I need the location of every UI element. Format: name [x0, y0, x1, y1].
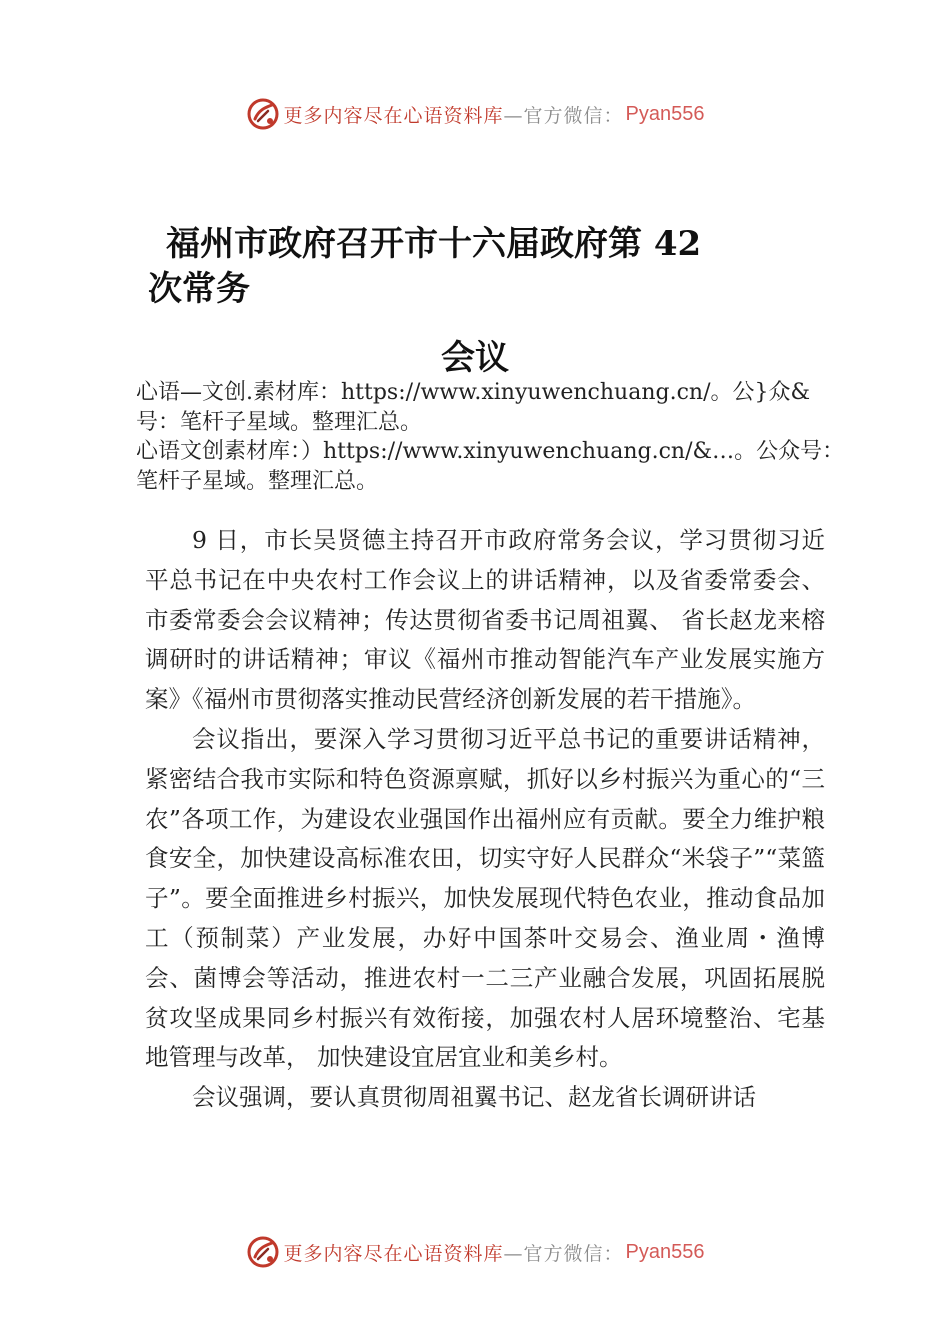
banner-text: 更多内容尽在心语资料库—官方微信：: [283, 1242, 624, 1265]
banner-handle: Pyan556: [625, 102, 705, 125]
header-banner: [0, 94, 950, 134]
title-line-1: 福州市政府召开市十六届政府第 42: [166, 224, 702, 264]
document-title: [148, 222, 708, 312]
footer-banner: [0, 1232, 950, 1272]
paragraph: 会议强调，要认真贯彻周祖翼书记、赵龙省长调研讲话: [192, 1083, 756, 1112]
document-subtitle: 会议: [441, 338, 509, 378]
paragraph: 会议指出，要深入学习贯彻习近平总书记的重要讲话精神，紧密结合我市实际和特色资源禀赋，抓好以乡村振兴为重心的“三农”各项工作，为建设农业强国作出福州应有贡献。要全力维护粮食安全，加快建设高标准农田，切实守好人民群众“米袋子”“菜篮子”。要全面推进乡村振兴，加快发展现代特色农业，推动食品加工（预制菜）产业发展，办好中国茶叶交易会、渔业周・渔博会、菌博会等活动，推进农村一二三产业融合发展，巩固拓展脱贫攻坚成果同乡村振兴有效衔接，加强农村人居环境整治、宅基地管理与改革， 加快建设宜居宜业和美乡村。: [145, 724, 825, 1072]
banner-text: 更多内容尽在心语资料库—官方微信：: [283, 104, 624, 127]
article-body: [145, 521, 825, 1118]
brand-logo-icon: [246, 1235, 280, 1269]
source-note: 心语文创素材库：）https://www.xinyuwenchuang.cn/&…。公众号：笔杆子星域。整理汇总。: [136, 439, 845, 494]
title-line-2: 次常务: [148, 269, 250, 309]
source-note: 心语—文创.素材库：https://www.xinyuwenchuang.cn/。公}众&号：笔杆子星域。整理汇总。: [136, 380, 811, 435]
paragraph: 9 日，市长吴贤德主持召开市政府常务会议，学习贯彻习近平总书记在中央农村工作会议上的讲话精神，以及省委常委会、市委常委会会议精神；传达贯彻省委书记周祖翼、 省长赵龙来榕调研时的讲话精神；审议《福州市推动智能汽车产业发展实施方案》《福州市贯彻落实推动民营经济创新发展的若干措施》。: [145, 526, 825, 714]
brand-logo-icon: [246, 97, 280, 131]
banner-handle: Pyan556: [625, 1240, 705, 1263]
source-notes: [136, 378, 846, 496]
